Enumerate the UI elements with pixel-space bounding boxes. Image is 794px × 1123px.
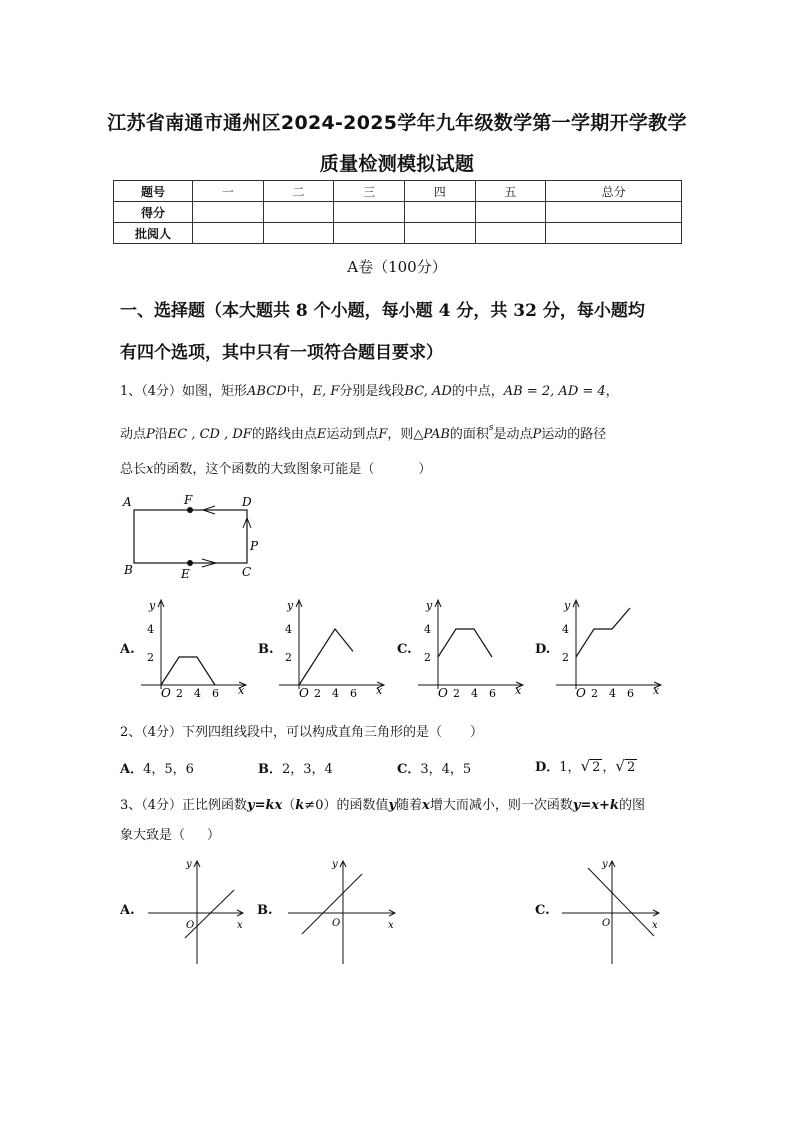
sqrt-icon: √ (580, 757, 591, 775)
x-tick-label: 6 (350, 687, 357, 700)
x-tick-label: 6 (489, 687, 496, 700)
reviewer-row (114, 223, 682, 244)
label-e: E (181, 567, 190, 581)
radicand: 2 (592, 760, 601, 775)
x-tick-label: 4 (332, 687, 339, 700)
x-axis-label: x (376, 684, 383, 697)
q3-option-c[interactable]: C. (535, 903, 550, 918)
q3-option-a[interactable]: A. (120, 903, 135, 918)
label-a: A (123, 495, 132, 509)
label-d: D (242, 495, 252, 509)
q1-text: ，则△ (387, 427, 424, 442)
score-table-header-row (114, 181, 682, 202)
q3-math: x (422, 798, 430, 813)
part1-heading-line1: 一、选择题（本大题共 8 个小题，每小题 4 分，共 32 分，每小题均 (120, 301, 645, 321)
q3-text: 的图 (618, 798, 645, 813)
radicand: 2 (626, 760, 636, 775)
reviewer-cell (263, 223, 334, 244)
y-axis-label: y (287, 599, 294, 612)
part1-heading-line2: 有四个选项，其中只有一项符合题目要求） (120, 343, 443, 363)
series-line (438, 629, 492, 657)
origin-label: O (186, 920, 195, 931)
x-axis-label: x (653, 684, 660, 697)
q3-text: 3、（4分）正比例函数 (120, 798, 248, 813)
rectangle-figure (118, 490, 268, 582)
exam-title-line1: 江苏省南通市通州区2024-2025学年九年级数学第一学期开学教学 (107, 112, 687, 134)
x-tick-label: 4 (609, 687, 616, 700)
q3-option-b[interactable]: B. (257, 903, 273, 918)
x-tick-label: 2 (176, 687, 183, 700)
y-axis-label: y (149, 599, 156, 612)
y-tick-label: 2 (147, 651, 154, 664)
q1-text: ） (418, 462, 432, 477)
q1-line2 (120, 423, 606, 442)
y-tick-label: 4 (285, 623, 292, 636)
q1-option-d[interactable]: D. (535, 642, 551, 657)
origin-label: O (161, 686, 171, 700)
q2-option-d[interactable] (535, 756, 637, 775)
q1-math: ABCD (247, 384, 287, 399)
q1-text: 的中点， (451, 384, 504, 399)
q1-graph-c (414, 594, 530, 700)
y-label: y (602, 859, 608, 870)
q1-text: 动点 (120, 427, 147, 442)
q3-text: 随着 (396, 798, 423, 813)
q3-line1 (120, 794, 645, 813)
q3-math: y (388, 798, 397, 813)
q3-text: ） (207, 828, 221, 843)
q1-math: PAB (423, 427, 450, 442)
x-axis-label: x (238, 684, 245, 697)
q1-option-c[interactable]: C. (397, 642, 412, 657)
x-tick-label: 6 (212, 687, 219, 700)
q1-text: ， (605, 384, 619, 399)
q3-graph-a (146, 856, 250, 968)
q1-text: 总长 (120, 462, 147, 477)
q1-math: EC , CD , DF (167, 427, 252, 442)
q1-text: 运动到点 (326, 427, 379, 442)
reviewer-cell (475, 223, 546, 244)
y-tick-label: 4 (562, 623, 569, 636)
q3-text: 增大而减小，则一次函数 (429, 798, 573, 813)
q3-text: 象大致是（ (120, 828, 186, 843)
q1-graph-a (137, 594, 253, 700)
col-4: 四 (404, 181, 475, 202)
option-label: C． (397, 762, 421, 777)
q2-option-b[interactable] (258, 758, 333, 777)
q2-option-c[interactable] (397, 758, 471, 777)
label-f: F (184, 493, 193, 507)
q1-text: 分别是线段 (339, 384, 405, 399)
row-reviewer-label: 批阅人 (114, 223, 193, 244)
q2-stem (120, 721, 483, 740)
q3-math: k (295, 798, 305, 813)
option-label: D． (535, 760, 560, 775)
score-cell (475, 202, 546, 223)
y-axis-label: y (564, 599, 571, 612)
q1-math: P (532, 427, 542, 442)
reviewer-cell (334, 223, 405, 244)
reviewer-cell (404, 223, 475, 244)
x-tick-label: 2 (314, 687, 321, 700)
x-tick-label: 6 (627, 687, 634, 700)
y-tick-label: 2 (562, 651, 569, 664)
col-1: 一 (193, 181, 264, 202)
q3-math: y=x+k (572, 798, 619, 813)
option-text: ， (602, 760, 616, 775)
q1-line1 (120, 380, 619, 399)
option-label: A． (120, 762, 144, 777)
q1-text: 1、（4分）如图，矩形 (120, 384, 248, 399)
q1-math: BC, AD (404, 384, 452, 399)
q1-math: x (146, 462, 154, 477)
y-tick-label: 2 (285, 651, 292, 664)
q1-math: P (146, 427, 155, 442)
series-line (299, 629, 353, 685)
x-tick-label: 2 (591, 687, 598, 700)
option-text: 1， (559, 760, 581, 775)
q2-option-a[interactable] (120, 758, 194, 777)
origin-label: O (438, 686, 448, 700)
col-question-no: 题号 (114, 181, 193, 202)
q1-math: E, F (312, 384, 340, 399)
q1-text: 沿 (154, 427, 168, 442)
score-cell (334, 202, 405, 223)
q1-text: 中， (286, 384, 313, 399)
q1-math: E (316, 427, 327, 442)
q3-math: y=kx (247, 798, 283, 813)
q1-math: F (378, 427, 388, 442)
score-cell (546, 202, 682, 223)
q3-graph-b (282, 856, 402, 968)
y-axis-label: y (426, 599, 433, 612)
score-cell (263, 202, 334, 223)
x-label: x (652, 920, 658, 931)
q1-text: 的面积 (449, 427, 489, 442)
rectangle-abcd (134, 510, 247, 563)
point-f (187, 507, 193, 513)
q1-text: 的函数，这个函数的大致图象可能是（ (153, 462, 375, 477)
option-text: 4，5，6 (143, 762, 194, 777)
x-label: x (237, 920, 243, 931)
q1-text: 是动点 (493, 427, 533, 442)
y-tick-label: 4 (424, 623, 431, 636)
function-line (588, 868, 654, 936)
option-text: 2，3，4 (282, 762, 333, 777)
x-tick-label: 4 (194, 687, 201, 700)
col-2: 二 (263, 181, 334, 202)
option-text: 3，4，5 (420, 762, 472, 777)
x-tick-label: 2 (453, 687, 460, 700)
q1-graph-b (275, 594, 391, 700)
q2-text: 2、（4分）下列四组线段中，可以构成直角三角形的是（ (120, 725, 443, 740)
col-3: 三 (334, 181, 405, 202)
q1-text: 的路线由点 (251, 427, 317, 442)
x-axis-label: x (515, 684, 522, 697)
col-total: 总分 (546, 181, 682, 202)
score-cell (193, 202, 264, 223)
label-p: P (250, 539, 259, 553)
origin-label: O (332, 918, 341, 929)
x-label: x (388, 920, 394, 931)
q3-graph-c (560, 856, 666, 968)
y-label: y (186, 859, 192, 870)
q2-text: ） (470, 725, 484, 740)
row-score-label: 得分 (114, 202, 193, 223)
series-line (161, 657, 215, 685)
y-tick-label: 2 (424, 651, 431, 664)
label-c: C (242, 565, 252, 579)
label-b: B (124, 563, 133, 577)
option-label: B． (258, 762, 282, 777)
q1-option-a[interactable]: A. (120, 642, 135, 657)
q1-graph-d (552, 594, 668, 700)
q1-line3 (120, 458, 431, 477)
score-row (114, 202, 682, 223)
score-cell (404, 202, 475, 223)
sqrt-icon: √ (615, 757, 625, 775)
q1-math: AB = 2, AD = 4 (503, 384, 606, 399)
q1-math: s (488, 423, 494, 433)
exam-title-line2: 质量检测模拟试题 (319, 153, 475, 175)
q1-text: 运动的路径 (541, 427, 607, 442)
score-table (113, 180, 682, 244)
col-5: 五 (475, 181, 546, 202)
q3-text: ≠0）的函数值 (304, 798, 389, 813)
origin-label: O (576, 686, 586, 700)
y-label: y (332, 859, 338, 870)
y-tick-label: 4 (147, 623, 154, 636)
q1-option-b[interactable]: B. (258, 642, 274, 657)
origin-label: O (602, 918, 611, 929)
point-e (187, 560, 193, 566)
section-a-title: A卷（100分） (347, 258, 447, 276)
origin-label: O (299, 686, 309, 700)
reviewer-cell (193, 223, 264, 244)
x-tick-label: 4 (471, 687, 478, 700)
series-line (576, 608, 630, 657)
q3-line2 (120, 824, 220, 843)
reviewer-cell (546, 223, 682, 244)
q3-text: （ (282, 798, 296, 813)
